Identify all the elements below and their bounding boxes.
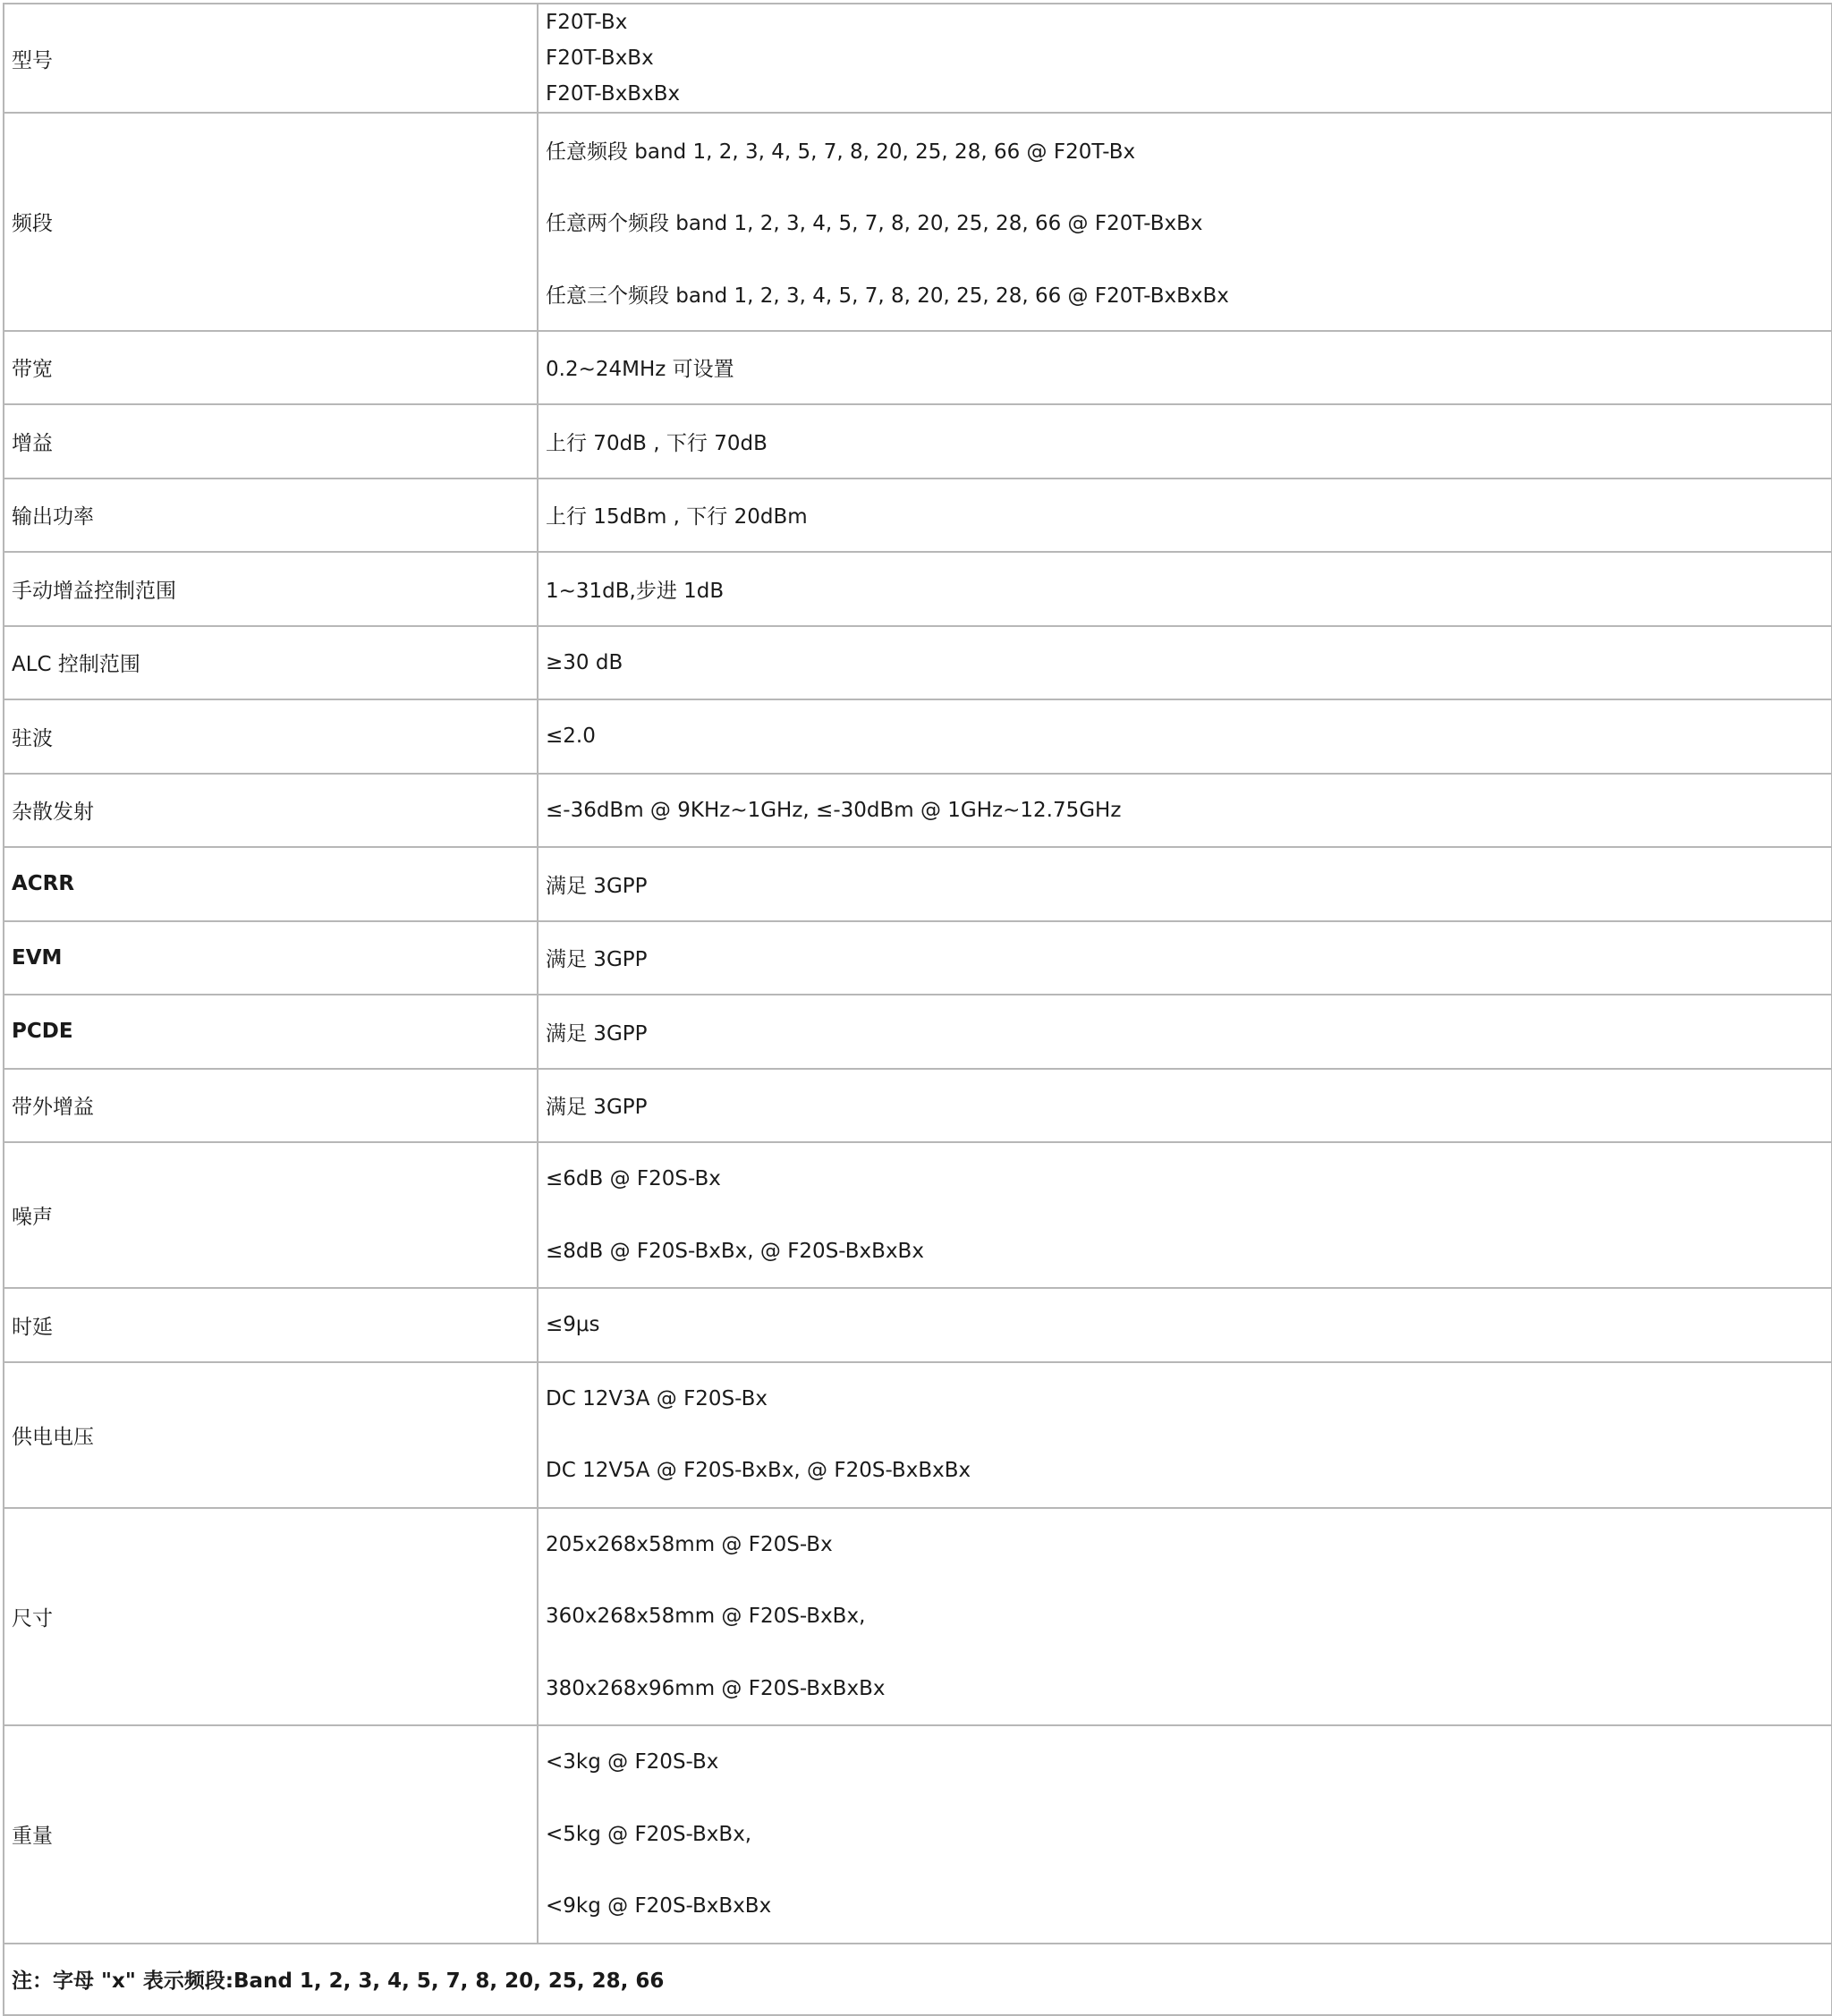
spec-value-line: 满足 3GPP <box>546 1096 648 1120</box>
spec-row <box>4 1725 1832 1944</box>
spec-value-line: ≤9μs <box>546 1313 600 1337</box>
spec-param-label: 尺寸 <box>4 1508 538 1726</box>
spec-row <box>4 995 1832 1069</box>
spec-value-line: 任意频段 band 1, 2, 3, 4, 5, 7, 8, 20, 25, 28, 66 @ F20T-Bx <box>546 140 1136 164</box>
spec-value-line: DC 12V3A @ F20S-Bx <box>546 1386 768 1410</box>
spec-value-line: 满足 3GPP <box>546 948 648 972</box>
spec-row <box>4 699 1832 774</box>
spec-row <box>4 626 1832 700</box>
spec-value-line: 0.2~24MHz 可设置 <box>546 358 734 382</box>
spec-value-cell <box>538 626 1832 700</box>
spec-row <box>4 774 1832 848</box>
spec-value-cell <box>538 331 1832 405</box>
spec-value-cell <box>538 995 1832 1069</box>
spec-param-label: 驻波 <box>4 699 538 774</box>
spec-row <box>4 331 1832 405</box>
spec-value-line: 1~31dB,步进 1dB <box>546 579 725 603</box>
spec-table <box>3 3 1832 2016</box>
spec-row <box>4 921 1832 995</box>
spec-value-line: F20T-Bx <box>546 11 628 34</box>
spec-value-cell <box>538 1725 1832 1944</box>
spec-value-cell <box>538 1508 1832 1726</box>
spec-value-cell <box>538 1362 1832 1508</box>
spec-param-label: 时延 <box>4 1288 538 1362</box>
spec-param-label: 输出功率 <box>4 479 538 553</box>
spec-value-cell <box>538 4 1832 113</box>
spec-row <box>4 1069 1832 1143</box>
spec-table-body <box>4 4 1832 1944</box>
spec-row <box>4 479 1832 553</box>
spec-value-line: 上行 15dBm , 下行 20dBm <box>546 505 808 529</box>
spec-param-label: 增益 <box>4 404 538 479</box>
spec-row <box>4 1362 1832 1508</box>
spec-param-label: 供电电压 <box>4 1362 538 1508</box>
spec-row <box>4 1508 1832 1726</box>
spec-param-label: 带外增益 <box>4 1069 538 1143</box>
spec-param-label: ALC 控制范围 <box>4 626 538 700</box>
spec-param-label: PCDE <box>4 995 538 1069</box>
spec-value-line: 满足 3GPP <box>546 1021 648 1046</box>
spec-param-label: 频段 <box>4 113 538 331</box>
spec-value-line: ≤-36dBm @ 9KHz~1GHz, ≤-30dBm @ 1GHz~12.75GHz <box>546 798 1122 822</box>
spec-value-line: ≤2.0 <box>546 724 596 749</box>
spec-param-label: 型号 <box>4 4 538 113</box>
note-text: 注：字母 "x" 表示频段:Band 1, 2, 3, 4, 5, 7, 8, 20, 25, 28, 66 <box>4 1944 1832 2016</box>
spec-value-line: <3kg @ F20S-Bx <box>546 1750 719 1775</box>
spec-value-line: ≤6dB @ F20S-Bx <box>546 1167 721 1191</box>
spec-row <box>4 4 1832 113</box>
spec-value-line: 205x268x58mm @ F20S-Bx <box>546 1532 833 1556</box>
spec-value-cell <box>538 479 1832 553</box>
spec-value-cell <box>538 847 1832 921</box>
spec-value-line: ≥30 dB <box>546 650 623 674</box>
spec-value-cell <box>538 921 1832 995</box>
spec-param-label: 手动增益控制范围 <box>4 552 538 626</box>
spec-value-line: 上行 70dB , 下行 70dB <box>546 431 768 455</box>
spec-value-line: 任意三个频段 band 1, 2, 3, 4, 5, 7, 8, 20, 25, 28, 66 @ F20T-BxBxBx <box>546 284 1229 308</box>
spec-value-line: DC 12V5A @ F20S-BxBx, @ F20S-BxBxBx <box>546 1459 971 1483</box>
spec-value-line: 360x268x58mm @ F20S-BxBx, <box>546 1605 866 1629</box>
spec-row <box>4 404 1832 479</box>
spec-value-cell <box>538 1142 1832 1288</box>
spec-row <box>4 1142 1832 1288</box>
spec-value-line: 380x268x96mm @ F20S-BxBxBx <box>546 1676 886 1700</box>
spec-param-label: 重量 <box>4 1725 538 1944</box>
spec-value-cell <box>538 552 1832 626</box>
spec-row <box>4 1288 1832 1362</box>
spec-value-cell <box>538 774 1832 848</box>
spec-param-label: ACRR <box>4 847 538 921</box>
spec-value-line: 任意两个频段 band 1, 2, 3, 4, 5, 7, 8, 20, 25, 28, 66 @ F20T-BxBx <box>546 212 1203 236</box>
spec-param-label: 杂散发射 <box>4 774 538 848</box>
spec-param-label: 带宽 <box>4 331 538 405</box>
note-row <box>4 1944 1832 2016</box>
spec-value-line: <5kg @ F20S-BxBx, <box>546 1822 752 1846</box>
spec-value-cell <box>538 699 1832 774</box>
spec-value-line: <9kg @ F20S-BxBxBx <box>546 1894 772 1919</box>
spec-row <box>4 847 1832 921</box>
spec-row <box>4 113 1832 331</box>
spec-value-cell <box>538 1069 1832 1143</box>
spec-param-label: 噪声 <box>4 1142 538 1288</box>
spec-value-cell <box>538 1288 1832 1362</box>
spec-param-label: EVM <box>4 921 538 995</box>
spec-value-cell <box>538 404 1832 479</box>
spec-value-line: F20T-BxBxBx <box>546 82 681 106</box>
spec-value-line: F20T-BxBx <box>546 47 654 70</box>
spec-row <box>4 552 1832 626</box>
spec-value-line: 满足 3GPP <box>546 874 648 898</box>
spec-value-cell <box>538 113 1832 331</box>
spec-value-line: ≤8dB @ F20S-BxBx, @ F20S-BxBxBx <box>546 1239 924 1263</box>
